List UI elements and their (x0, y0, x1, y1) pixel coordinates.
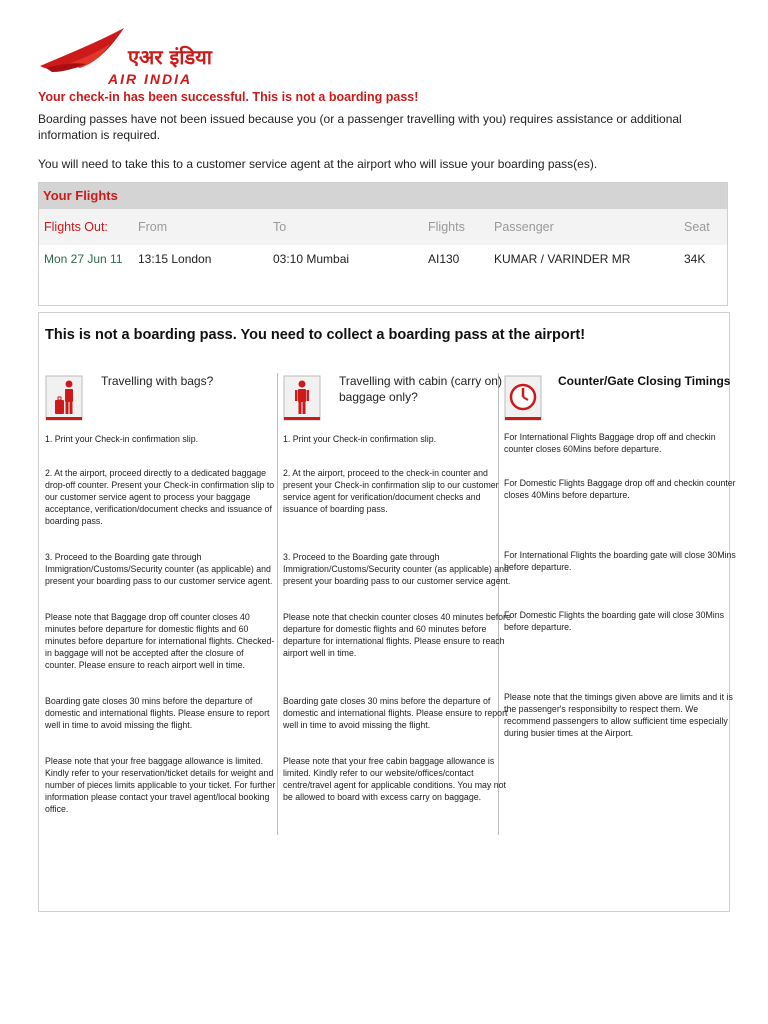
cabin-paragraph: Please note that checkin counter closes 40 minutes before departure for domestic flights and 60 minutes before departure for international flights. Please ensure to reach airport well in time. (283, 612, 511, 658)
column-divider (277, 373, 278, 835)
bags-paragraph: Please note that Baggage drop off counter closes 40 minutes before departure for domestic flights and 60 minutes before departure for international flights. Checked-in baggage will not be accepted after the closure of counter. Please ensure to reach airport well in time. (45, 612, 275, 670)
notice-panel (38, 312, 736, 912)
bags-paragraph: 3. Proceed to the Boarding gate through Immigration/Customs/Security counter (as applicable) and present your boarding pass to our customer service agent. (45, 552, 273, 586)
cabin-paragraph: Please note that your free cabin baggage allowance is limited. Kindly refer to our website/offices/contact centre/travel agent for applicable conditions. You may not be allowed to board with excess carry on baggage. (283, 756, 506, 802)
cabin-paragraph: Boarding gate closes 30 mins before the departure of domestic and international flights. Please ensure to report well in time to avoid missing the flight. (283, 696, 508, 730)
info-text-issued: Boarding passes have not been issued because you (or a passenger travelling with you) requires assistance or additional information is required. (38, 112, 682, 142)
info-text-agent: You will need to take this to a customer service agent at the airport who will issue your boarding pass(es). (38, 157, 598, 171)
col-to: To (273, 220, 287, 234)
flights-column-headers (39, 209, 727, 245)
luggage-person-icon (45, 375, 83, 421)
timings-paragraph: For Domestic Flights Baggage drop off and checkin counter closes 40Mins before departure. (504, 478, 736, 500)
notice-title: This is not a boarding pass. You need to collect a boarding pass at the airport! (45, 327, 586, 343)
success-message: Your check-in has been successful. This is not a boarding pass! (38, 90, 419, 104)
col-from: From (138, 220, 168, 234)
cabin-paragraph: 3. Proceed to the Boarding gate through Immigration/Customs/Security counter (as applicable) and present your boarding pass to our customer service agent. (283, 552, 511, 586)
col-seat: Seat (684, 220, 710, 234)
cabin-heading: Travelling with cabin (carry on) baggage only? (339, 374, 502, 404)
timings-paragraph: Please note that the timings given above are limits and it is the passenger's responsibilty to respect them. We recommend passengers to allow sufficient time especially during busier times at the Airport. (504, 692, 733, 738)
bags-paragraph: Boarding gate closes 30 mins before the departure of domestic and international flights. Please ensure to report well in time to avoid missing the flight. (45, 696, 270, 730)
col-flights: Flights (428, 220, 465, 234)
clock-icon (504, 375, 542, 421)
bags-paragraph: 2. At the airport, proceed directly to a dedicated baggage drop-off counter. Present your Check-in confirmation slip to our customer service agent to process your baggage acceptance, verification/document checks and issuance of boarding pass. (45, 468, 275, 526)
timings-paragraph: For Domestic Flights the boarding gate will close 30Mins before departure. (504, 610, 725, 632)
flight-number: AI130 (428, 252, 460, 266)
flight-to: 03:10 Mumbai (273, 252, 350, 266)
bags-paragraph: Please note that your free baggage allowance is limited. Kindly refer to your reservation/ticket details for weight and number of pieces limits applicable to your ticket. For further information please contact your travel agent/local booking office. (45, 756, 276, 814)
table-row (39, 245, 727, 273)
flights-panel (38, 182, 728, 306)
flights-title: Your Flights (39, 183, 727, 209)
svg-text:एअर इंडिया: एअर इंडिया (128, 45, 212, 69)
col-flights-out: Flights Out: (44, 220, 108, 234)
timings-heading: Counter/Gate Closing Timings (558, 374, 731, 388)
cabin-paragraph: 2. At the airport, proceed to the check-in counter and present your Check-in confirmation slip to our customer service agent for verification/document checks and issuance of boarding pass. (283, 468, 499, 514)
cabin-paragraph: 1. Print your Check-in confirmation slip. (283, 434, 437, 444)
bags-heading: Travelling with bags? (101, 374, 214, 388)
col-passenger: Passenger (494, 220, 554, 234)
timings-paragraph: For International Flights the boarding gate will close 30Mins before departure. (504, 550, 736, 572)
seat-number: 34K (684, 252, 706, 266)
svg-text:AIR INDIA: AIR INDIA (108, 71, 193, 87)
passenger-name: KUMAR / VARINDER MR (494, 252, 631, 266)
flight-from: 13:15 London (138, 252, 212, 266)
person-icon (283, 375, 321, 421)
bags-paragraph: 1. Print your Check-in confirmation slip. (45, 434, 199, 444)
air-india-logo (38, 24, 238, 88)
flight-date: Mon 27 Jun 11 (44, 252, 123, 266)
timings-paragraph: For International Flights Baggage drop off and checkin counter closes 60Mins before departure. (504, 432, 716, 454)
